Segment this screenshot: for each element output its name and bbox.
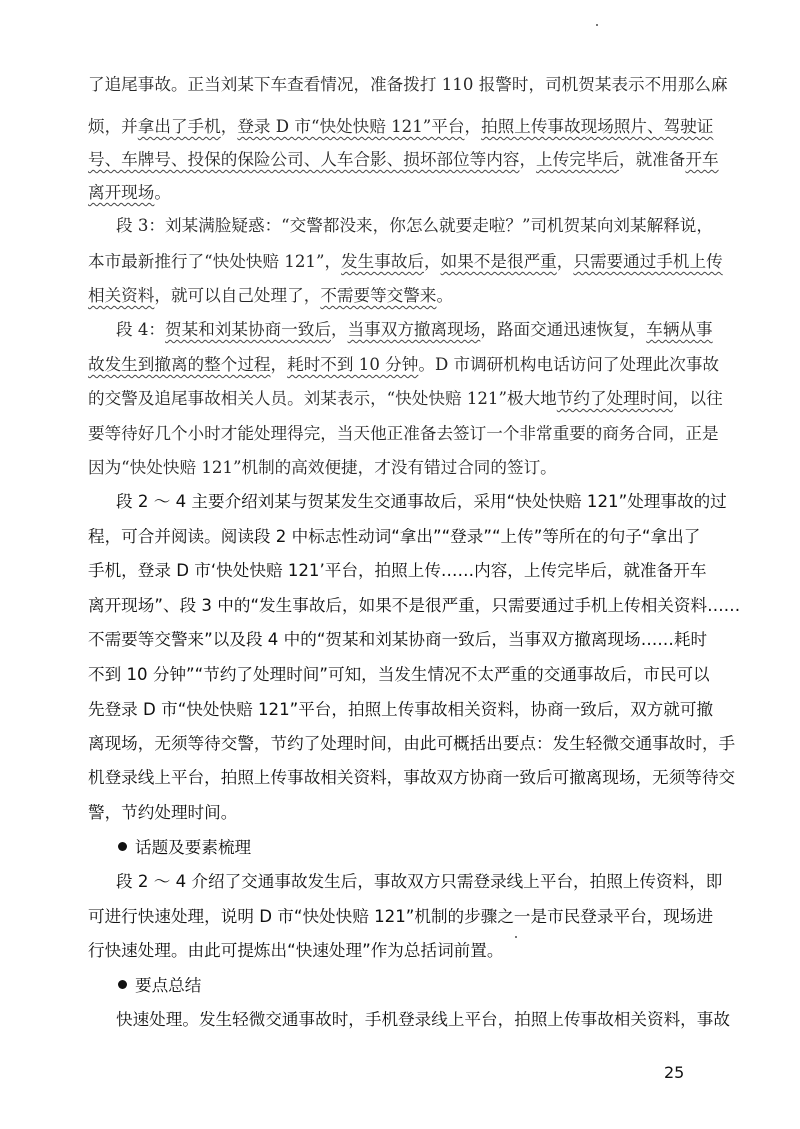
text-segment: ， xyxy=(464,117,482,136)
analysis-line: 警，节约处理时间。 xyxy=(88,803,238,822)
scan-line xyxy=(88,75,728,97)
topic-line: 可进行快速处理，说明 D 市“快处快赔 121”机制的步骤之一是市民登录平台，现场进 xyxy=(88,907,714,926)
scan-line xyxy=(88,424,719,446)
topic-heading-text: 话题及要素梳理 xyxy=(135,838,252,857)
wavy-underlined-phrase: 故发生到撤离的整个过程 xyxy=(88,355,271,374)
wavy-underlined-phrase: 开车 xyxy=(685,150,719,169)
wavy-underlined-phrase: 节约了处理时间 xyxy=(556,389,673,408)
wavy-underlined-phrase: 拿出了手机 xyxy=(137,117,221,136)
wavy-underlined-phrase: 离开现场 xyxy=(88,183,155,202)
analysis-line: 不需要等交警来”以及段 4 中的“贺某和刘某协商一致后，当事双方撤离现场……耗时 xyxy=(88,630,708,649)
scan-line xyxy=(88,286,696,308)
text-segment: 。 xyxy=(154,183,171,202)
text-segment: 的交警及追尾事故相关人员。刘某表示，“快处快赔 121”极大地 xyxy=(88,389,557,408)
wavy-underlined-phrase: 登录 D 市“快处快赔 121”平台 xyxy=(237,117,465,136)
wavy-underlined-phrase: 拍照上传事故现场照片、驾驶证 xyxy=(481,117,714,136)
summary-heading xyxy=(118,976,696,998)
wavy-underlined-phrase: 车辆从事 xyxy=(646,320,713,339)
page-number: 25 xyxy=(664,1063,685,1082)
text-segment: 段 3：刘某满脸疑惑：“交警都没来，你怎么就要走啦？”司机贺某向刘某解释说， xyxy=(116,216,713,235)
wavy-underlined-phrase: 如果不是很严重 xyxy=(440,252,557,271)
wavy-underlined-phrase: 当事双方撤离现场 xyxy=(347,320,481,339)
summary-heading-text: 要点总结 xyxy=(135,976,202,995)
wavy-underlined-phrase: 发生事故后 xyxy=(341,252,425,271)
text-segment: 。D 市调研机构电话访问了处理此次事故 xyxy=(418,355,720,374)
analysis-line: 不到 10 分钟”“节约了处理时间”可知，当发生情况不太严重的交通事故后，市民可以 xyxy=(88,665,710,684)
text-segment: ，以往 xyxy=(672,389,723,408)
scan-line xyxy=(88,355,720,377)
topic-line: 段 2 ～ 4 介绍了交通事故发生后，事故双方只需登录线上平台，拍照上传资料，即 xyxy=(116,872,723,891)
analysis-line: 手机，登录 D 市‘快处快赔 121’平台，拍照上传……内容，上传完毕后，就准备开车 xyxy=(88,561,707,580)
analysis-line: 机登录线上平台，拍照上传事故相关资料，事故双方协商一致后可撤离现场，无须等待交 xyxy=(88,768,736,787)
text-segment: 段 4： xyxy=(116,320,166,339)
text-segment: 。 xyxy=(436,286,454,305)
text-segment: ， xyxy=(270,355,288,374)
text-segment: ，就准备 xyxy=(619,150,686,169)
wavy-underlined-phrase: 耗时不到 10 分钟 xyxy=(287,355,419,374)
analysis-line: 离开现场”、段 3 中的“发生事故后，如果不是很严重，只需要通过手机上传相关资料…… xyxy=(88,596,741,615)
wavy-underlined-phrase: 贺某和刘某协商一致后 xyxy=(165,320,331,339)
scan-line xyxy=(88,252,723,274)
scan-line xyxy=(88,183,696,205)
text-segment: ， xyxy=(220,117,238,136)
wavy-underlined-phrase: 只需要通过手机上传 xyxy=(573,252,723,271)
text-segment: ，就可以自己处理了， xyxy=(154,286,321,305)
scan-speck xyxy=(596,24,598,26)
analysis-line: 段 2 ～ 4 主要介绍刘某与贺某发生交通事故后，采用“快处快赔 121”处理事故的过 xyxy=(116,492,727,511)
scan-line xyxy=(116,216,713,238)
summary-line: 快速处理。发生轻微交通事故时，手机登录线上平台，拍照上传事故相关资料，事故 xyxy=(116,1010,730,1029)
analysis-line: 程，可合并阅读。阅读段 2 中标志性动词“拿出”“登录”“上传”等所在的句子“拿出了 xyxy=(88,527,701,546)
text-segment: ， xyxy=(556,252,574,271)
bullet-dot-icon xyxy=(118,980,127,989)
analysis-line: 离现场，无须等待交警，节约了处理时间，由此可概括出要点：发生轻微交通事故时，手 xyxy=(88,734,736,753)
text-segment: 了追尾事故。正当刘某下车查看情况，准备拨打 110 报警时，司机贺某表示不用那么麻 xyxy=(88,75,728,94)
text-segment: ，路面交通迅速恢复， xyxy=(480,320,647,339)
wavy-underlined-phrase: 相关资料 xyxy=(88,286,155,305)
wavy-underlined-phrase: 不需要等交警来 xyxy=(320,286,437,305)
text-segment: 本市最新推行了“快处快赔 121”， xyxy=(88,252,342,271)
scan-line xyxy=(116,320,713,342)
bullet-dot-icon xyxy=(118,842,127,851)
scan-line xyxy=(88,150,719,172)
text-segment: ， xyxy=(424,252,441,271)
topic-line: 行快速处理。由此可提炼出“快速处理”作为总括词前置。 xyxy=(88,941,504,960)
scan-speck xyxy=(515,936,517,938)
scan-line xyxy=(88,389,723,411)
topic-heading xyxy=(118,838,696,860)
text-segment: 要等待好几个小时才能处理得完，当天他正准备去签订一个非常重要的商务合同，正是 xyxy=(88,424,719,443)
text-segment: 烦，并 xyxy=(88,117,138,136)
scan-line xyxy=(88,458,696,480)
scan-line xyxy=(88,117,714,139)
text-segment: 因为“快处快赔 121”机制的高效便捷，才没有错过合同的签订。 xyxy=(88,458,557,477)
text-segment: ， xyxy=(519,150,537,169)
wavy-underlined-phrase: 号、车牌号、投保的保险公司、人车合影、损坏部位等内容 xyxy=(88,150,520,169)
wavy-underlined-phrase: 上传完毕后 xyxy=(536,150,619,169)
analysis-line: 先登录 D 市“快处快赔 121”平台，拍照上传事故相关资料，协商一致后，双方就可撤 xyxy=(88,700,714,719)
text-segment: ， xyxy=(330,320,348,339)
